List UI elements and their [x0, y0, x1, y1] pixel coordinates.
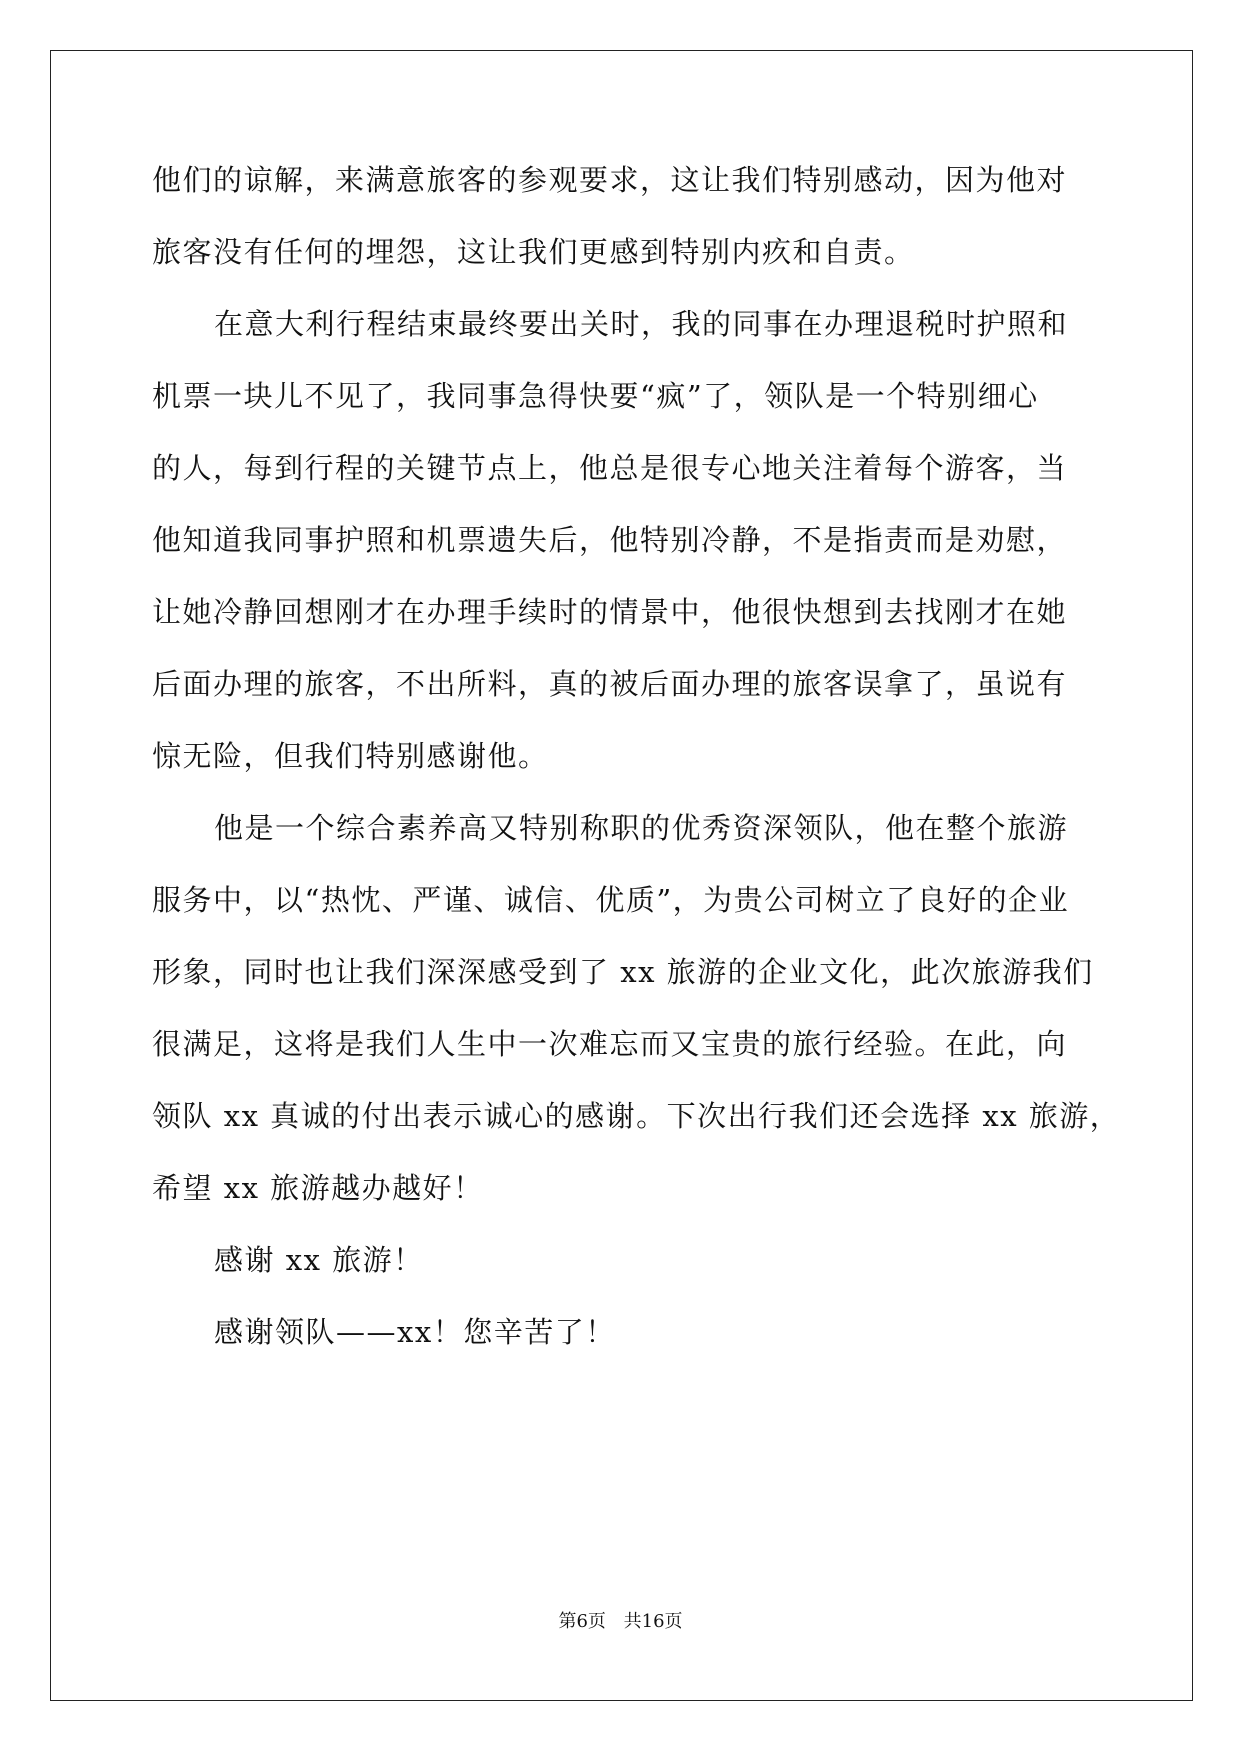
- text-line: 他是一个综合素养高又特别称职的优秀资深领队，他在整个旅游: [214, 811, 1069, 845]
- closing-thanks-line: 感谢 xx 旅游！: [214, 1243, 424, 1277]
- text-line: 形象，同时也让我们深深感受到了 xx 旅游的企业文化，此次旅游我们: [152, 955, 1094, 989]
- text-line: 旅客没有任何的埋怨，这让我们更感到特别内疚和自责。: [152, 235, 915, 269]
- page-total: 共16页: [623, 1611, 683, 1632]
- text-line: 在意大利行程结束最终要出关时，我的同事在办理退税时护照和: [214, 307, 1069, 341]
- text-line: 领队 xx 真诚的付出表示诚心的感谢。下次出行我们还会选择 xx 旅游，: [152, 1099, 1121, 1133]
- text-line: 惊无险，但我们特别感谢他。: [152, 739, 549, 773]
- text-line: 后面办理的旅客，不出所料，真的被后面办理的旅客误拿了，虽说有: [152, 667, 1068, 701]
- text-line: 机票一块儿不见了，我同事急得快要“疯”了，领队是一个特别细心: [152, 379, 1039, 413]
- page-number: 第6页: [558, 1611, 606, 1632]
- text-line: 他知道我同事护照和机票遗失后，他特别冷静，不是指责而是劝慰，: [152, 523, 1068, 557]
- text-line: 服务中，以“热忱、严谨、诚信、优质”，为贵公司树立了良好的企业: [152, 883, 1070, 917]
- page-footer: [0, 1610, 1241, 1634]
- text-line: 让她冷静回想刚才在办理手续时的情景中，他很快想到去找刚才在她: [152, 595, 1068, 629]
- text-line: 很满足，这将是我们人生中一次难忘而又宝贵的旅行经验。在此，向: [152, 1027, 1068, 1061]
- text-line: 他们的谅解，来满意旅客的参观要求，这让我们特别感动，因为他对: [152, 163, 1068, 197]
- text-line: 的人，每到行程的关键节点上，他总是很专心地关注着每个游客，当: [152, 451, 1068, 485]
- page-border: [50, 50, 1193, 1701]
- text-line: 希望 xx 旅游越办越好！: [152, 1171, 484, 1205]
- closing-thanks-guide-line: 感谢领队——xx！您辛苦了！: [214, 1315, 616, 1349]
